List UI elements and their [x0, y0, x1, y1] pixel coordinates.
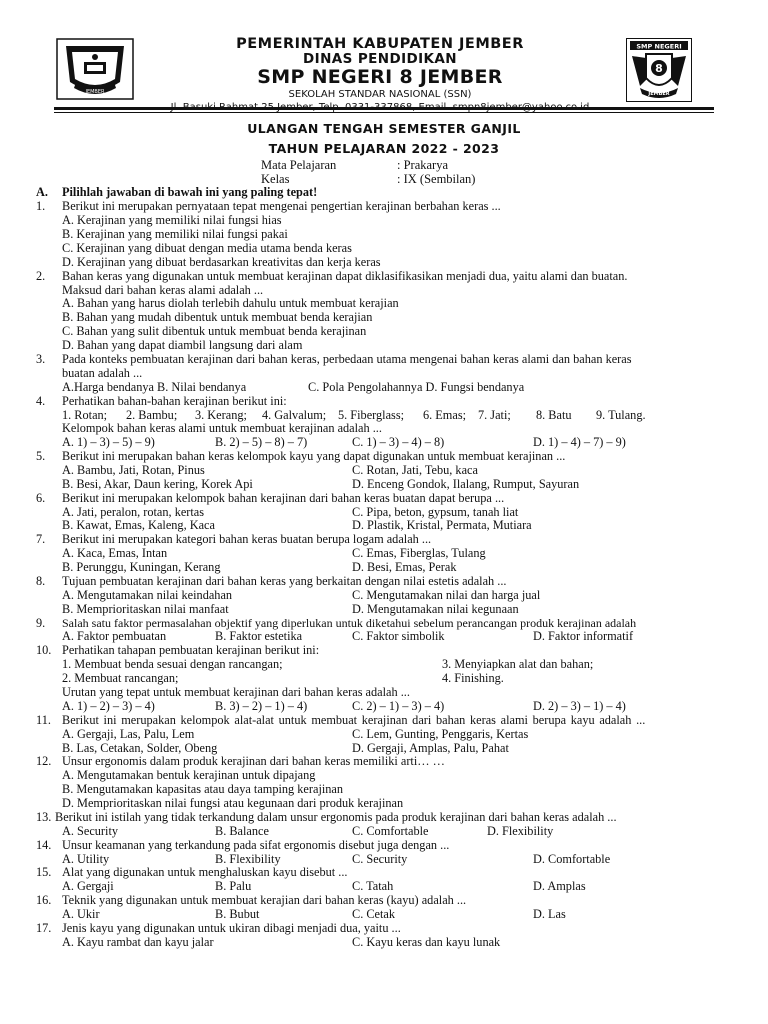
- option: B. Flexibility: [215, 852, 281, 866]
- logo-right-bottom-text: JEMBER: [648, 91, 670, 97]
- option: D. Las: [533, 907, 566, 921]
- option: D. 1) – 4) – 7) – 9): [533, 435, 626, 449]
- option: D. Besi, Emas, Perak: [352, 560, 457, 574]
- option: A. Mengutamakan bentuk kerajinan untuk dipajang: [62, 768, 316, 782]
- question-number: 9.: [36, 616, 46, 630]
- class-label: Kelas: [261, 172, 290, 186]
- class-value: : IX (Sembilan): [397, 172, 476, 186]
- option: D. Enceng Gondok, Ilalang, Rumput, Sayuran: [352, 477, 580, 491]
- question-number: 11.: [36, 713, 51, 727]
- question-text: Berikut ini istilah yang tidak terkandung dalam unsur ergonomis pada produk kerajinan dari bahan keras adalah ...: [55, 810, 617, 824]
- question-number: 13.: [36, 810, 52, 824]
- option: A. Ukir: [62, 907, 100, 921]
- letterhead-government: PEMERINTAH KABUPATEN JEMBER: [236, 36, 524, 52]
- option: B. Perunggu, Kuningan, Kerang: [62, 560, 221, 574]
- question-number: 2.: [36, 269, 46, 283]
- option: A. Bambu, Jati, Rotan, Pinus: [62, 463, 205, 477]
- option: B. Besi, Akar, Daun kering, Korek Api: [62, 477, 253, 491]
- question-text: Salah satu faktor permasalahan objektif yang diperlukan untuk diketahui sebelum perancangan produk kerajinan adalah: [62, 616, 637, 630]
- option: A. 1) – 2) – 3) – 4): [62, 699, 155, 713]
- letterhead-rule-thin: [54, 112, 714, 113]
- material-item: 1. Rotan;: [62, 408, 108, 422]
- material-item: 7. Jati;: [478, 408, 511, 422]
- option: A. Gergaji, Las, Palu, Lem: [62, 727, 195, 741]
- question-number: 4.: [36, 394, 46, 408]
- option: B. Palu: [215, 879, 252, 893]
- option: A. Gergaji: [62, 879, 114, 893]
- option: C. 1) – 3) – 4) – 8): [352, 435, 445, 449]
- option: B. Bubut: [215, 907, 260, 921]
- option: B. Kerajinan yang memiliki nilai fungsi pakai: [62, 227, 288, 241]
- option: C. Pipa, beton, gypsum, tanah liat: [352, 505, 519, 519]
- question-text: Perhatikan bahan-bahan kerajinan berikut ini:: [62, 394, 287, 408]
- exam-year: TAHUN PELAJARAN 2022 - 2023: [268, 141, 500, 156]
- letterhead-department: DINAS PENDIDIKAN: [303, 51, 457, 67]
- question-number: 8.: [36, 574, 46, 588]
- option: D. Memprioritaskan nilai fungsi atau kegunaan dari produk kerajinan: [62, 796, 404, 810]
- option: A. Jati, peralon, rotan, kertas: [62, 505, 205, 519]
- option: D. Faktor informatif: [533, 629, 634, 643]
- option: B. Faktor estetika: [215, 629, 303, 643]
- question-number: 1.: [36, 199, 46, 213]
- question-text: Jenis kayu yang digunakan untuk ukiran dibagi menjadi dua, yaitu ...: [62, 921, 401, 935]
- question-text: Perhatikan tahapan pembuatan kerajinan berikut ini:: [62, 643, 320, 657]
- letterhead-school-name: SMP NEGERI 8 JEMBER: [257, 66, 503, 88]
- question-number: 15.: [36, 865, 52, 879]
- option: A. Kerajinan yang memiliki nilai fungsi hias: [62, 213, 282, 227]
- option: D. Kerajinan yang dibuat berdasarkan kreativitas dan kerja keras: [62, 255, 381, 269]
- question-number: 6.: [36, 491, 46, 505]
- subject-value: : Prakarya: [397, 158, 449, 172]
- option: A. Faktor pembuatan: [62, 629, 167, 643]
- option: C. 2) – 1) – 3) – 4): [352, 699, 445, 713]
- letterhead-address: Jl. Basuki Rahmat 25 Jember, Telp. 0331-337868, Email. smpn8jember@yahoo.co.id: [170, 102, 590, 113]
- question-number: 17.: [36, 921, 52, 935]
- option: C. Kerajinan yang dibuat dengan media utama benda keras: [62, 241, 352, 255]
- question-text: Tujuan pembuatan kerajinan dari bahan keras yang berkaitan dengan nilai estetis adalah ...: [62, 574, 507, 588]
- question-text: buatan adalah ...: [62, 366, 143, 380]
- option: C. Cetak: [352, 907, 396, 921]
- question-text: Berikut ini merupakan kelompok bahan kerajinan dari bahan keras buatan dapat berupa ...: [62, 491, 505, 505]
- material-item: 2. Bambu;: [126, 408, 178, 422]
- material-item: 9. Tulang.: [596, 408, 646, 422]
- option: A. Bahan yang harus diolah terlebih dahulu untuk membuat kerajian: [62, 296, 399, 310]
- option: B. 3) – 2) – 1) – 4): [215, 699, 308, 713]
- option: D. Mengutamakan nilai kegunaan: [352, 602, 519, 616]
- option: A. Mengutamakan nilai keindahan: [62, 588, 233, 602]
- material-item: 8. Batu: [536, 408, 572, 422]
- option: B. Mengutamakan kapasitas atau daya tamping kerajinan: [62, 782, 344, 796]
- letterhead-standard: SEKOLAH STANDAR NASIONAL (SSN): [288, 89, 472, 100]
- option: D. Flexibility: [487, 824, 554, 838]
- subject-label: Mata Pelajaran: [261, 158, 337, 172]
- option: C. Mengutamakan nilai dan harga jual: [352, 588, 541, 602]
- material-item: 5. Fiberglass;: [338, 408, 405, 422]
- option: A. Kaca, Emas, Intan: [62, 546, 168, 560]
- material-item: 3. Kerang;: [195, 408, 247, 422]
- option: C. Bahan yang sulit dibentuk untuk membuat benda kerajinan: [62, 324, 367, 338]
- question-text: Pada konteks pembuatan kerajinan dari bahan keras, perbedaan utama mengenai bahan keras alami dan bahan keras: [62, 352, 632, 366]
- material-item: 6. Emas;: [423, 408, 467, 422]
- question-text: Alat yang digunakan untuk menghaluskan kayu disebut ...: [62, 865, 348, 879]
- question-text: Urutan yang tepat untuk membuat kerajinan dari bahan keras adalah ...: [62, 685, 410, 699]
- letterhead-rule-thick: [54, 107, 714, 110]
- option: B. Las, Cetakan, Solder, Obeng: [62, 741, 218, 755]
- section-instruction: Pilihlah jawaban di bawah ini yang paling tepat!: [62, 185, 318, 199]
- logo-right-number: 8: [655, 62, 663, 75]
- letterhead: [140, 36, 620, 114]
- question-text: Bahan keras yang digunakan untuk membuat kerajinan dapat diklasifikasikan menjadi dua, yaitu alami dan buatan.: [62, 269, 628, 283]
- question-number: 3.: [36, 352, 46, 366]
- option: A. 1) – 3) – 5) – 9): [62, 435, 155, 449]
- option: D. Gergaji, Amplas, Palu, Pahat: [352, 741, 509, 755]
- option: D. Comfortable: [533, 852, 611, 866]
- question-number: 7.: [36, 532, 46, 546]
- option: A.Harga bendanya B. Nilai bendanya: [62, 380, 247, 394]
- step-item: 2. Membuat rancangan;: [62, 671, 179, 685]
- option: B. Kawat, Emas, Kaleng, Kaca: [62, 518, 215, 532]
- question-text: Berikut ini merupakan bahan keras kelompok kayu yang dapat digunakan untuk membuat kerajinan ...: [62, 449, 566, 463]
- option: B. Balance: [215, 824, 269, 838]
- step-item: 1. Membuat benda sesuai dengan rancangan;: [62, 657, 283, 671]
- option: A. Kayu rambat dan kayu jalar: [62, 935, 214, 949]
- option: A. Security: [62, 824, 119, 838]
- section-letter: A.: [36, 185, 48, 199]
- question-text: Unsur ergonomis dalam produk kerajinan dari bahan keras memiliki arti… …: [62, 754, 445, 768]
- option: C. Emas, Fiberglas, Tulang: [352, 546, 486, 560]
- question-text: Teknik yang digunakan untuk membuat kerajian dari bahan keras (kayu) adalah ...: [62, 893, 467, 907]
- question-number: 16.: [36, 893, 52, 907]
- question-number: 14.: [36, 838, 52, 852]
- step-item: 3. Menyiapkan alat dan bahan;: [442, 657, 594, 671]
- option: A. Utility: [62, 852, 110, 866]
- option: C. Lem, Gunting, Penggaris, Kertas: [352, 727, 529, 741]
- option: C. Kayu keras dan kayu lunak: [352, 935, 501, 949]
- option: D. Plastik, Kristal, Permata, Mutiara: [352, 518, 532, 532]
- option: C. Tatah: [352, 879, 394, 893]
- logo-right-top-text: SMP NEGERI: [636, 42, 682, 51]
- option: C. Comfortable: [352, 824, 429, 838]
- question-text: Maksud dari bahan keras alami adalah ...: [62, 283, 264, 297]
- option: B. Bahan yang mudah dibentuk untuk membuat benda kerajian: [62, 310, 373, 324]
- step-item: 4. Finishing.: [442, 671, 504, 685]
- question-text: Berikut ini merupakan kelompok alat-alat untuk membuat kerajinan dari bahan keras alami berupa kayu adalah ...: [62, 713, 646, 727]
- kabupaten-emblem-icon: [56, 38, 134, 100]
- question-text: Berikut ini merupakan kategori bahan keras buatan berupa logam adalah ...: [62, 532, 432, 546]
- option: D. 2) – 3) – 1) – 4): [533, 699, 626, 713]
- question-text: Unsur keamanan yang terkandung pada sifat ergonomis disebut juga dengan ...: [62, 838, 450, 852]
- question-text: Kelompok bahan keras alami untuk membuat kerajinan adalah ...: [62, 421, 382, 435]
- option: D. Amplas: [533, 879, 586, 893]
- material-item: 4. Galvalum;: [262, 408, 327, 422]
- option: D. Bahan yang dapat diambil langsung dari alam: [62, 338, 303, 352]
- option: C. Pola Pengolahannya D. Fungsi bendanya: [308, 380, 525, 394]
- question-number: 12.: [36, 754, 52, 768]
- option: B. 2) – 5) – 8) – 7): [215, 435, 308, 449]
- question-number: 5.: [36, 449, 46, 463]
- option: C. Faktor simbolik: [352, 629, 445, 643]
- question-text: Berikut ini merupakan pernyataan tepat mengenai pengertian kerajinan berbahan keras ...: [62, 199, 501, 213]
- option: C. Rotan, Jati, Tebu, kaca: [352, 463, 478, 477]
- question-number: 10.: [36, 643, 52, 657]
- exam-title: ULANGAN TENGAH SEMESTER GANJIL: [247, 121, 521, 136]
- svg-text:JEMBER: JEMBER: [85, 89, 105, 95]
- option: B. Memprioritaskan nilai manfaat: [62, 602, 229, 616]
- option: C. Security: [352, 852, 408, 866]
- school-emblem-icon: [626, 38, 692, 102]
